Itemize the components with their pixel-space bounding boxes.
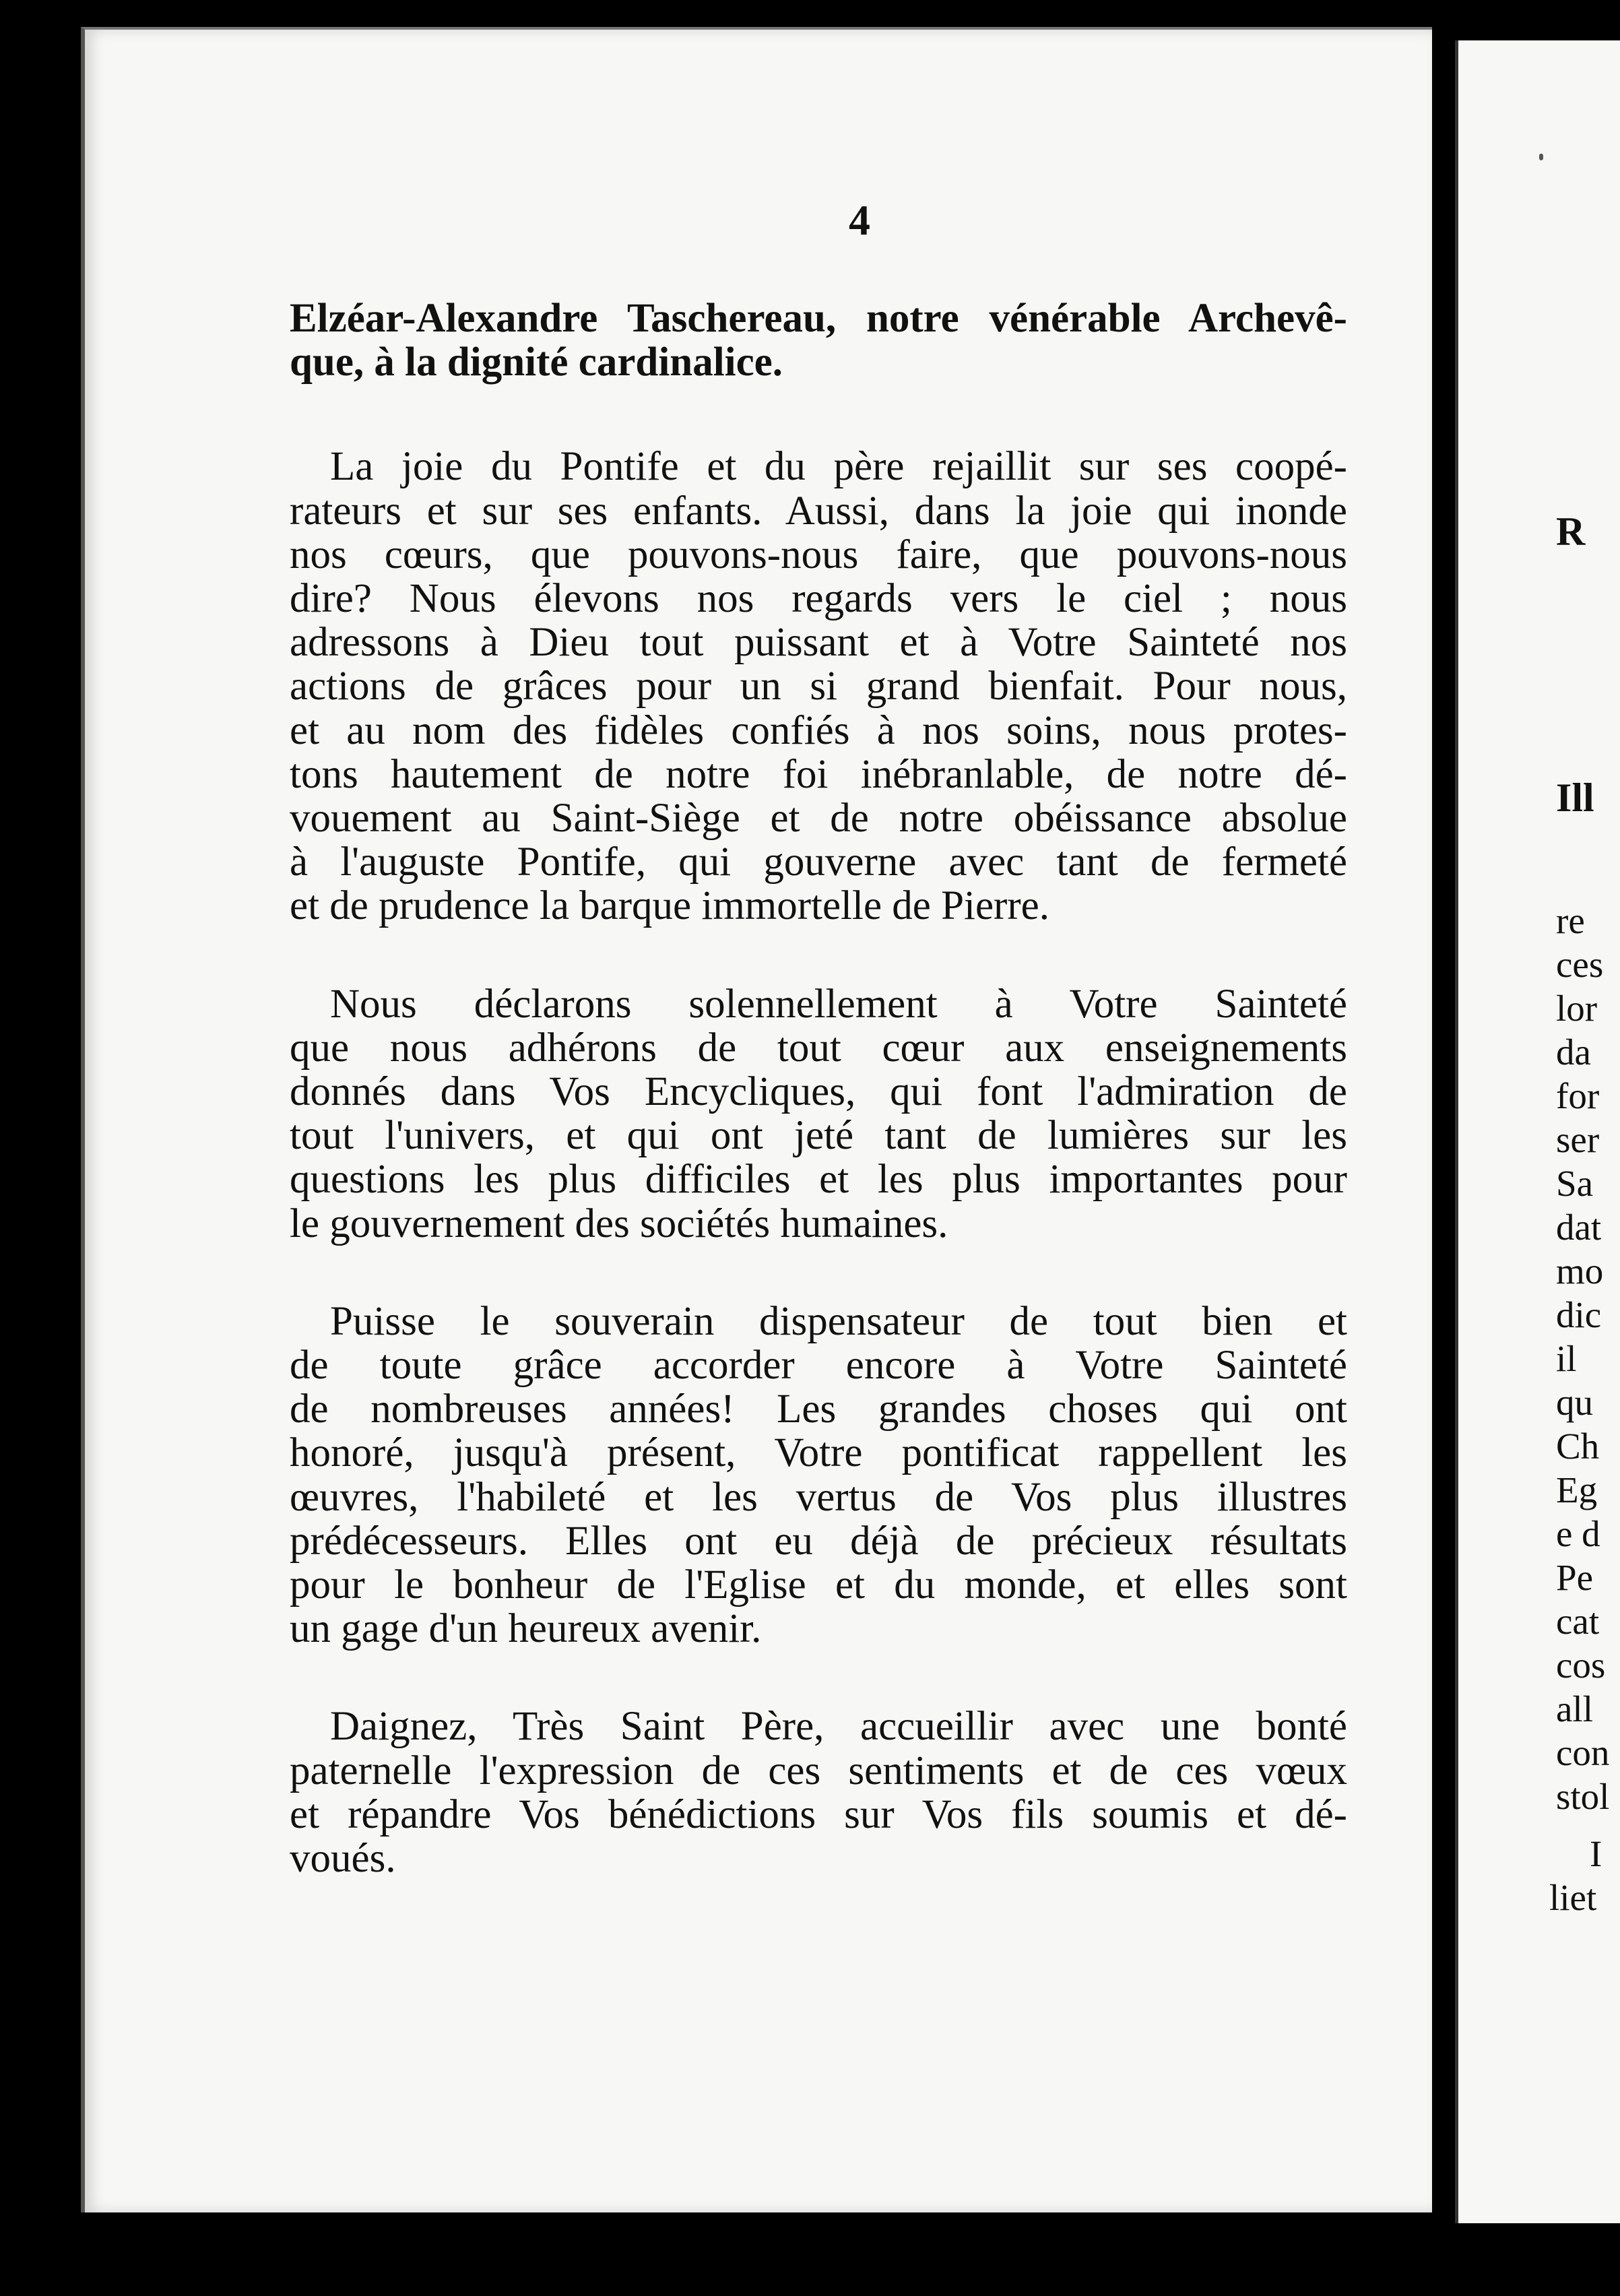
text-line: donnés dans Vos Encycliques, qui font l'admiration de (290, 1069, 1347, 1115)
fragment: cos (1556, 1645, 1606, 1686)
text-line: voués. (290, 1836, 396, 1882)
text-line: Elzéar-Alexandre Taschereau, notre vénérable Archevê- (290, 296, 1347, 341)
fragment: da (1556, 1031, 1591, 1073)
text-line: Puisse le souverain dispensateur de tout bien et (330, 1298, 1347, 1344)
fragment: liet (1549, 1877, 1597, 1918)
fragment: re (1556, 900, 1585, 941)
text-line: à l'auguste Pontife, qui gouverne avec tant de fermeté (290, 839, 1347, 885)
text-line: nos cœurs, que pouvons-nous faire, que pouvons-nous (290, 532, 1347, 577)
fragment: Ill (1556, 775, 1594, 820)
text-line: que nous adhérons de tout cœur aux enseignements (290, 1025, 1347, 1071)
speck-mark (1539, 154, 1543, 160)
text-line: honoré, jusqu'à présent, Votre pontificat rappellent les (290, 1430, 1347, 1476)
text-line: vouement au Saint-Siège et de notre obéissance absolue (290, 796, 1347, 841)
text-line: que, à la dignité cardinalice. (290, 340, 783, 385)
fragment: stol (1556, 1776, 1610, 1817)
fragment: dic (1556, 1294, 1602, 1335)
text-line: et de prudence la barque immortelle de Pierre. (290, 883, 1049, 929)
fragment: Sa (1556, 1163, 1593, 1204)
fragment: Pe (1556, 1557, 1593, 1598)
text-line: Daignez, Très Saint Père, accueillir avec une bonté (330, 1704, 1347, 1750)
paragraph-3 (290, 982, 1347, 1246)
text-line: adressons à Dieu tout puissant et à Votre Sainteté nos (290, 620, 1347, 666)
paragraph-1 (290, 296, 1347, 384)
text-line: actions de grâces pour un si grand bienfait. Pour nous, (290, 664, 1347, 709)
fragment: cat (1556, 1601, 1600, 1642)
fragment: Eg (1556, 1469, 1598, 1510)
text-line: pour le bonheur de l'Eglise et du monde, et elles sont (290, 1562, 1347, 1608)
text-line: et répandre Vos bénédictions sur Vos fils soumis et dé- (290, 1791, 1347, 1837)
fragment: qu (1556, 1382, 1593, 1423)
fragment: all (1556, 1688, 1593, 1729)
fragment: I (1590, 1833, 1602, 1874)
page-number: 4 (849, 196, 870, 244)
text-line: de nombreuses années! Les grandes choses qui ont (290, 1386, 1347, 1432)
fragment: mo (1556, 1250, 1604, 1292)
paragraph-2 (290, 445, 1347, 928)
document-body (290, 296, 1347, 1934)
text-line: et au nom des fidèles confiés à nos soins, nous protes- (290, 707, 1347, 753)
text-line: Nous déclarons solennellement à Votre Sainteté (330, 981, 1347, 1027)
fragment: ser (1556, 1119, 1600, 1160)
text-line: dire? Nous élevons nos regards vers le ciel ; nous (290, 576, 1347, 622)
paragraph-4 (290, 1300, 1347, 1651)
text-line: rateurs et sur ses enfants. Aussi, dans la joie qui inonde (290, 488, 1347, 534)
text-line: tons hautement de notre foi inébranlable, de notre dé- (290, 751, 1347, 797)
fragment: dat (1556, 1207, 1602, 1248)
fragment: lor (1556, 988, 1598, 1029)
text-line: prédécesseurs. Elles ont eu déjà de précieux résultats (290, 1518, 1347, 1564)
fragment: R (1556, 509, 1586, 554)
fragment: for (1556, 1075, 1600, 1116)
text-line: un gage d'un heureux avenir. (290, 1606, 762, 1652)
fragment: Ch (1556, 1426, 1600, 1467)
fragment: e d (1556, 1513, 1600, 1554)
fragment: ces (1556, 944, 1604, 985)
fragment: con (1556, 1732, 1610, 1773)
text-line: questions les plus difficiles et les plus importantes pour (290, 1157, 1347, 1203)
text-line: de toute grâce accorder encore à Votre Sainteté (290, 1343, 1347, 1389)
text-line: le gouvernement des sociétés humaines. (290, 1201, 948, 1246)
text-line: œuvres, l'habileté et les vertus de Vos plus illustres (290, 1474, 1347, 1520)
paragraph-5 (290, 1704, 1347, 1880)
fragment: il (1556, 1338, 1577, 1379)
text-line: La joie du Pontife et du père rejaillit sur ses coopé- (330, 444, 1347, 490)
text-line: paternelle l'expression de ces sentiments et de ces vœux (290, 1748, 1347, 1793)
text-line: tout l'univers, et qui ont jeté tant de lumières sur les (290, 1113, 1347, 1159)
